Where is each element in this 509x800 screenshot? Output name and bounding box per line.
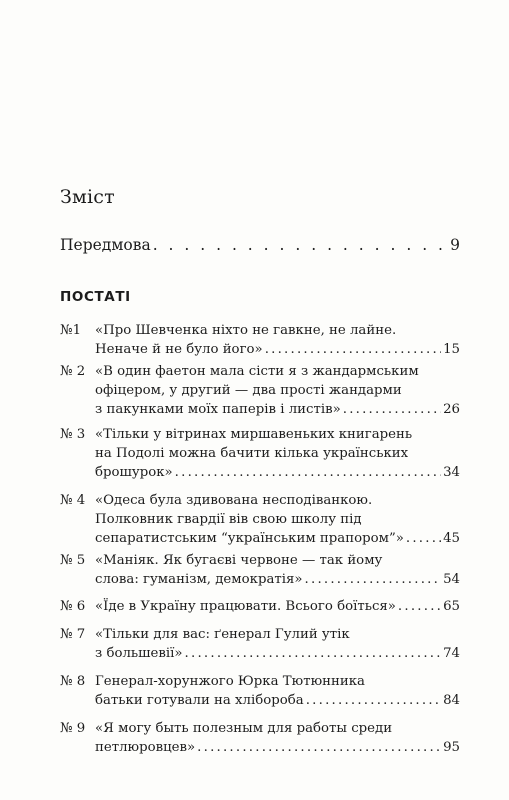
toc-entry[interactable] bbox=[60, 672, 460, 710]
entry-title-line: «Я могу быть полезным для работы среди bbox=[95, 721, 393, 736]
entry-title-line: батьки готували на хлібороба bbox=[95, 693, 304, 708]
entry-title-line: петлюровцев» bbox=[95, 740, 196, 755]
page-number: 26 bbox=[443, 402, 460, 417]
entry-number: № 4 bbox=[60, 493, 86, 508]
page-number: 74 bbox=[443, 646, 460, 661]
dot-leader bbox=[398, 597, 441, 616]
entry-title-line: Полковник гвардії вів свою школу під bbox=[95, 512, 362, 527]
entry-number: № 7 bbox=[60, 627, 86, 642]
toc-preface-entry[interactable] bbox=[60, 235, 460, 255]
entry-title-line: «Одеса була здивована несподіванкою. bbox=[95, 493, 373, 508]
page-number: 65 bbox=[443, 599, 460, 614]
dot-leader bbox=[343, 400, 441, 419]
entry-title-line: Генерал-хорунжого Юрка Тютюнника bbox=[95, 674, 365, 689]
entry-title-line: «Маніяк. Як бугаєві червоне — так йому bbox=[95, 553, 383, 568]
entry-title-line: з пакунками моїх паперів і листів» bbox=[95, 402, 341, 417]
entry-title-line: «Тільки у вітринах миршавеньких книгарень bbox=[95, 427, 413, 442]
entry-number: № 5 bbox=[60, 553, 86, 568]
entry-number: № 6 bbox=[60, 599, 86, 614]
entry-title-line: сепаратистським “українським прапором”» bbox=[95, 531, 404, 546]
toc-entry[interactable] bbox=[60, 491, 460, 548]
entry-title-line: з большевії» bbox=[95, 646, 183, 661]
toc-entry[interactable] bbox=[60, 321, 460, 359]
dot-leader bbox=[265, 340, 441, 359]
dot-leader bbox=[305, 570, 442, 589]
entry-number: № 3 bbox=[60, 427, 86, 442]
entry-title-line: «Їде в Україну працювати. Всього боїться» bbox=[95, 599, 396, 614]
entry-number: № 9 bbox=[60, 721, 86, 736]
dot-leader bbox=[306, 691, 441, 710]
dot-leader bbox=[406, 529, 441, 548]
toc-entry[interactable] bbox=[60, 719, 460, 757]
entry-title-line: на Подолі можна бачити кілька українських bbox=[95, 446, 409, 461]
entry-number: № 8 bbox=[60, 674, 86, 689]
dot-leader bbox=[197, 738, 441, 757]
entry-title-line: Неначе й не було його» bbox=[95, 342, 263, 357]
entry-title-line: «В один фаетон мала сісти я з жандармським bbox=[95, 364, 419, 379]
page-title: Зміст bbox=[60, 186, 115, 208]
preface-label: Передмова bbox=[60, 236, 151, 254]
page-number: 45 bbox=[443, 531, 460, 546]
page-number: 84 bbox=[443, 693, 460, 708]
entry-title-line: «Тільки для вас: ґенерал Гулий утік bbox=[95, 627, 350, 642]
dot-leader bbox=[175, 463, 441, 482]
entry-title-line: офіцером, у другий — два прості жандарми bbox=[95, 383, 402, 398]
page-number: 34 bbox=[443, 465, 460, 480]
entry-number: №1 bbox=[60, 323, 82, 338]
toc-entry[interactable] bbox=[60, 597, 460, 616]
entry-title-line: слова: гуманізм, демократія» bbox=[95, 572, 303, 587]
entry-number: № 2 bbox=[60, 364, 86, 379]
page-number: 54 bbox=[443, 572, 460, 587]
toc-entry[interactable] bbox=[60, 362, 460, 419]
dot-leader bbox=[153, 235, 448, 255]
section-heading: ПОСТАТІ bbox=[60, 289, 131, 305]
page-number: 15 bbox=[443, 342, 460, 357]
entry-title-line: брошурок» bbox=[95, 465, 173, 480]
entry-title-line: «Про Шевченка ніхто не гавкне, не лайне. bbox=[95, 323, 397, 338]
page-number: 95 bbox=[443, 740, 460, 755]
page-number: 9 bbox=[450, 236, 460, 254]
dot-leader bbox=[185, 644, 442, 663]
toc-entry[interactable] bbox=[60, 425, 460, 482]
toc-entry[interactable] bbox=[60, 551, 460, 589]
toc-entry[interactable] bbox=[60, 625, 460, 663]
